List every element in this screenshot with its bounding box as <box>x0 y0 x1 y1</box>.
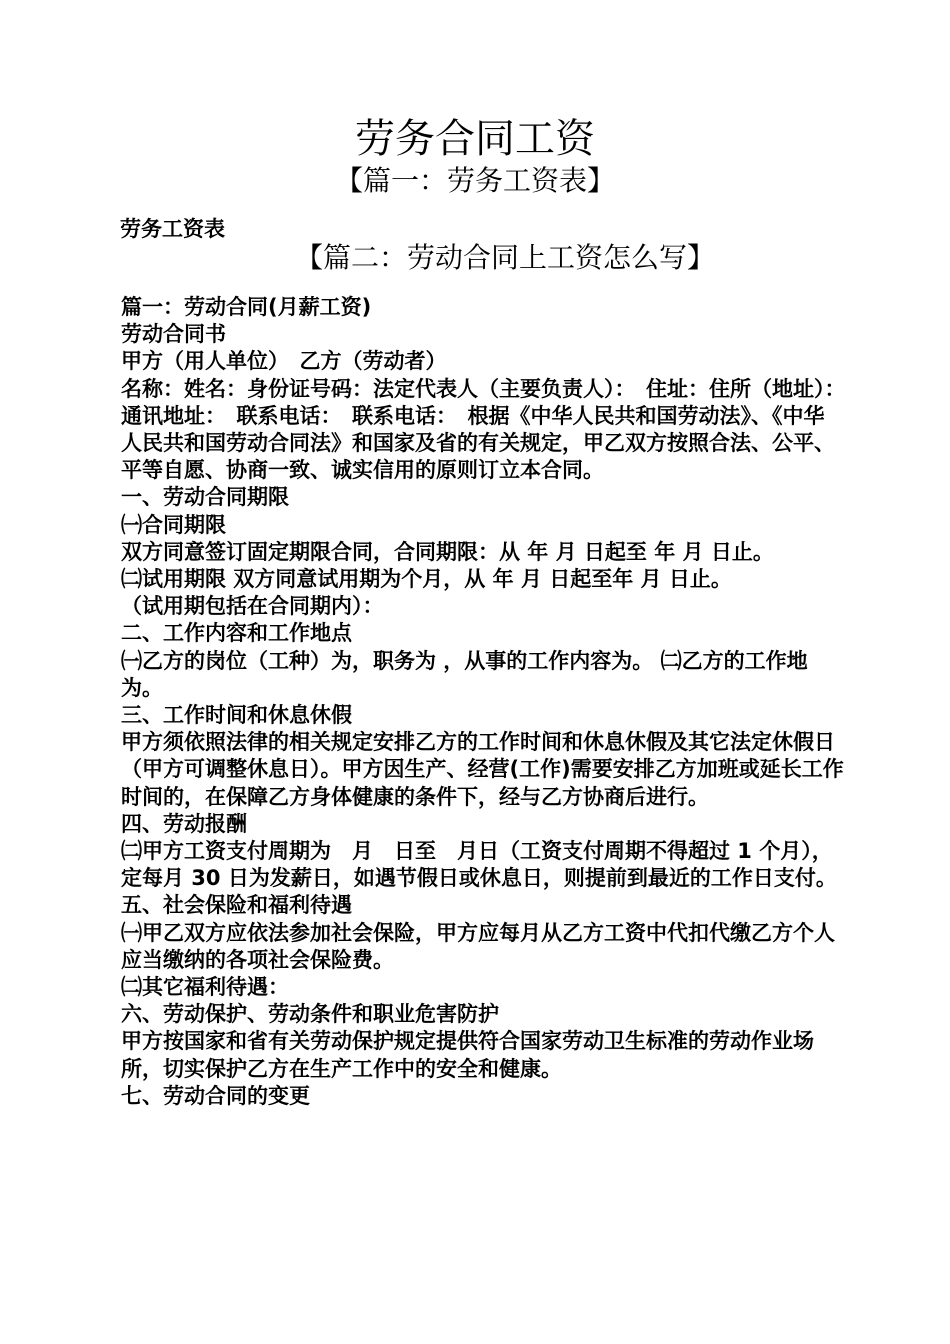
clause-heading: 六、劳动保护、劳动条件和职业危害防护 <box>121 1002 499 1027</box>
clause-heading: 五、社会保险和福利待遇 <box>121 893 352 918</box>
clause-heading: 四、劳动报酬 <box>121 811 247 836</box>
document-subtitle-1: 【篇一：劳务工资表】 <box>334 164 615 197</box>
document-body <box>116 294 856 1110</box>
clause-heading: 三、工作时间和休息休假 <box>121 703 352 728</box>
body-paragraph: ㈡甲方工资支付周期为 月 日至 月日（工资支付周期不得超过 1 个月），定每月 30 日为发薪日，如遇节假日或休息日，则提前到最近的工作日支付。 <box>121 839 837 891</box>
body-line: ㈡试用期限 双方同意试用期为个月，从 年 月 日起至年 月 日止。 <box>121 567 732 592</box>
clause-heading: 七、劳动合同的变更 <box>121 1083 310 1108</box>
body-paragraph: ㈠甲乙双方应依法参加社会保险，甲方应每月从乙方工资中代扣代缴乙方个人应当缴纳的各项社会保险费。 <box>121 920 835 972</box>
clause-heading: 二、工作内容和工作地点 <box>121 621 352 646</box>
document-subtitle-2: 【篇二：劳动合同上工资怎么写】 <box>294 241 715 274</box>
body-line: 劳动合同书 <box>121 322 226 347</box>
body-line: （试用期包括在合同期内）： <box>121 594 384 619</box>
body-line: ㈠合同期限 <box>121 512 226 537</box>
body-line: 篇一：劳动合同(月薪工资) <box>121 295 372 319</box>
body-paragraph: 名称：姓名：身份证号码：法定代表人（主要负责人）： 住址：住所（地址）： 通讯地址： 联系电话： 联系电话： 根据《中华人民共和国劳动法》、《中华人民共和国劳动合同法》和国家及省的有关规定，甲乙双方按照合法、公平、平等自愿、协商一致、诚实信用的原则订立本合同。 <box>121 376 856 483</box>
section-heading: 劳务工资表 <box>120 217 225 241</box>
body-line: 双方同意签订固定期限合同，合同期限：从 年 月 日起至 年 月 日止。 <box>121 539 774 564</box>
body-paragraph: ㈠乙方的岗位（工种）为，职务为 ，从事的工作内容为。 ㈡乙方的工作地为。 <box>121 648 808 700</box>
body-paragraph: 甲方按国家和省有关劳动保护规定提供符合国家劳动卫生标准的劳动作业场所，切实保护乙方在生产工作中的安全和健康。 <box>121 1029 814 1081</box>
body-line: ㈡其它福利待遇： <box>121 975 289 1000</box>
body-line: 甲方（用人单位） 乙方（劳动者） <box>121 349 447 374</box>
body-paragraph: 甲方须依照法律的相关规定安排乙方的工作时间和休息休假及其它法定休假日（甲方可调整休息日）。甲方因生产、经营(工作)需要安排乙方加班或延长工作时间的，在保障乙方身体健康的条件下，经与乙方协商后进行。 <box>121 730 844 809</box>
clause-heading: 一、劳动合同期限 <box>121 485 289 510</box>
document-title: 劳务合同工资 <box>355 116 595 162</box>
